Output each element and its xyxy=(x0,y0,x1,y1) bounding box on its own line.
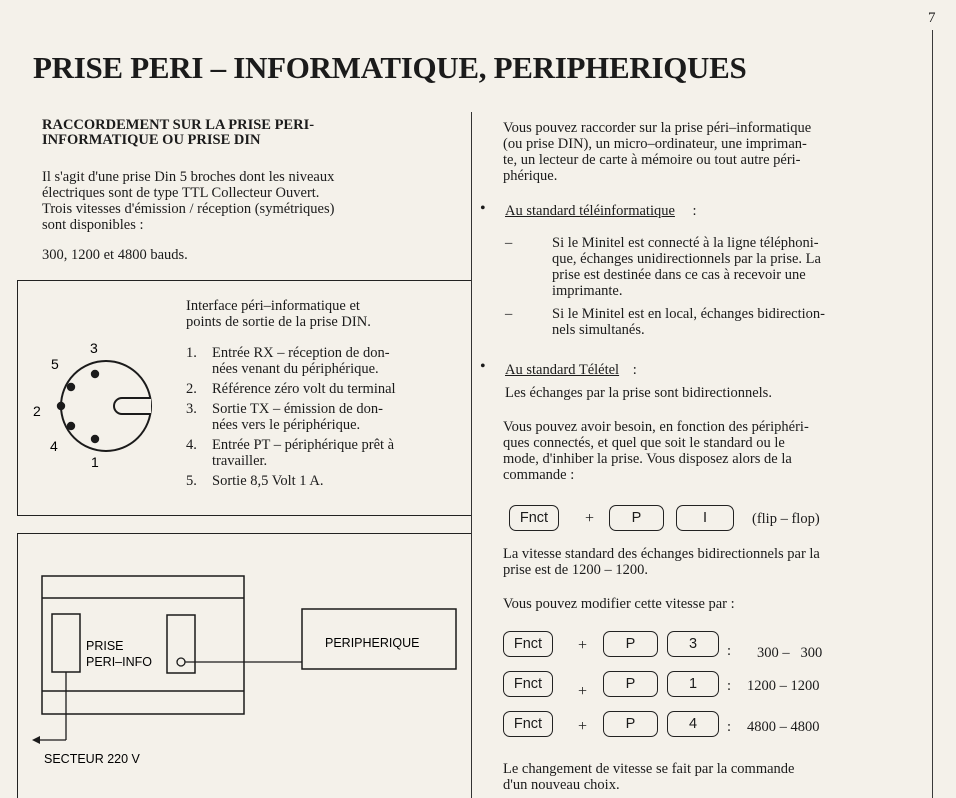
baud-rates: 300, 1200 et 4800 bauds. xyxy=(42,247,188,263)
fnct-key: Fnct xyxy=(503,671,553,697)
plus-sign: + xyxy=(578,718,588,735)
bullet-icon: • xyxy=(480,200,486,217)
plus-sign: + xyxy=(585,510,595,527)
column-divider xyxy=(471,112,472,798)
teletel-heading: Au standard Télétel : xyxy=(505,362,637,378)
din-pin-label-5: 5 xyxy=(51,356,59,372)
prise-label-line1: PRISE xyxy=(86,639,124,653)
speed-result: 300 – 300 xyxy=(757,645,823,661)
din-pin-1 xyxy=(91,435,99,443)
plus-sign: + xyxy=(578,637,588,654)
teleinformatique-item-2: Si le Minitel est en local, échanges bidirection- nels simultanés. xyxy=(552,306,826,338)
digit-key-3: 3 xyxy=(667,631,719,657)
fnct-key: Fnct xyxy=(503,711,553,737)
fnct-key: Fnct xyxy=(503,631,553,657)
page-number: 7 xyxy=(928,10,936,26)
socket-pin-icon xyxy=(177,658,185,666)
pin-item: 4. Entrée PT – périphérique prêt à travailler. xyxy=(186,437,395,469)
p-key: P xyxy=(603,631,658,657)
prise-label-line2: PERI–INFO xyxy=(86,655,152,669)
power-socket xyxy=(52,614,80,672)
pin-item: 1. Entrée RX – réception de don- nées venant du périphérique. xyxy=(186,345,390,377)
mains-arrow-icon xyxy=(32,736,40,744)
mains-label: SECTEUR 220 V xyxy=(44,752,140,766)
pin-item: 3. Sortie TX – émission de don- nées vers le périphérique. xyxy=(186,401,383,433)
din-pin-label-4: 4 xyxy=(50,438,58,454)
inhibit-paragraph: Vous pouvez avoir besoin, en fonction des périphéri- ques connectés, et quel que soit le standard ou le mode, d'inhiber la prise. Vous disposez alors de la commande : xyxy=(503,419,809,483)
teleinformatique-item-1: Si le Minitel est connecté à la ligne téléphoni- que, échanges unidirectionnels par la prise. La prise est destinée dans ce cas à recevoir une imprimante. xyxy=(552,235,821,299)
minitel-unit-outline xyxy=(42,576,244,714)
pin-item: 5. Sortie 8,5 Volt 1 A. xyxy=(186,473,324,489)
din-pin-label-1: 1 xyxy=(91,454,99,470)
p-key: P xyxy=(603,711,658,737)
pin-item: 2. Référence zéro volt du terminal xyxy=(186,381,396,397)
teleinformatique-heading: Au standard téléinformatique : xyxy=(505,203,697,219)
i-key: I xyxy=(676,505,734,531)
colon: : xyxy=(727,678,732,694)
p-key: P xyxy=(609,505,664,531)
pin-list xyxy=(186,345,471,493)
page-title: PRISE PERI – INFORMATIQUE, PERIPHERIQUES xyxy=(33,50,747,85)
standard-speed-paragraph: La vitesse standard des échanges bidirectionnels par la prise est de 1200 – 1200. xyxy=(503,546,820,578)
peripheral-label: PERIPHERIQUE xyxy=(325,636,420,650)
right-margin-rule xyxy=(932,30,933,798)
connection-diagram xyxy=(18,534,470,798)
din-pin-label-3: 3 xyxy=(90,340,98,356)
dash-marker: – xyxy=(505,235,513,251)
flip-flop-note: (flip – flop) xyxy=(752,511,820,527)
digit-key-1: 1 xyxy=(667,671,719,697)
closing-paragraph: Le changement de vitesse se fait par la commande d'un nouveau choix. xyxy=(503,761,795,793)
din-connector-diagram xyxy=(30,338,190,473)
din-pin-2 xyxy=(57,402,65,410)
section-heading: RACCORDEMENT SUR LA PRISE PERI- INFORMATIQUE OU PRISE DIN xyxy=(42,117,315,148)
dash-marker: – xyxy=(505,306,513,322)
din-intro-paragraph: Il s'agit d'une prise Din 5 broches dont les niveaux électriques sont de type TTL Collecteur Ouvert. Trois vitesses d'émission / réception (symétriques) sont disponibles : xyxy=(42,169,335,233)
right-intro-paragraph: Vous pouvez raccorder sur la prise péri–informatique (ou prise DIN), un micro–ordinateur, une impriman- te, un lecteur de carte à mémoire ou tout autre péri- phérique. xyxy=(503,120,812,184)
p-key: P xyxy=(603,671,658,697)
digit-key-4: 4 xyxy=(667,711,719,737)
colon: : xyxy=(727,719,732,735)
bullet-icon: • xyxy=(480,358,486,375)
fnct-key: Fnct xyxy=(509,505,559,531)
plus-sign: + xyxy=(578,683,588,700)
speed-result: 1200 – 1200 xyxy=(747,678,820,694)
teletel-text: Les échanges par la prise sont bidirectionnels. xyxy=(505,385,772,401)
din-pin-label-2: 2 xyxy=(33,403,41,419)
din-pin-3 xyxy=(91,370,99,378)
modify-speed-text: Vous pouvez modifier cette vitesse par : xyxy=(503,596,735,612)
din-pin-4 xyxy=(67,422,75,430)
peri-info-socket xyxy=(167,615,195,673)
din-socket-key xyxy=(114,398,151,414)
din-caption: Interface péri–informatique et points de sortie de la prise DIN. xyxy=(186,298,371,330)
din-pin-5 xyxy=(67,383,75,391)
speed-result: 4800 – 4800 xyxy=(747,719,820,735)
colon: : xyxy=(727,643,732,659)
